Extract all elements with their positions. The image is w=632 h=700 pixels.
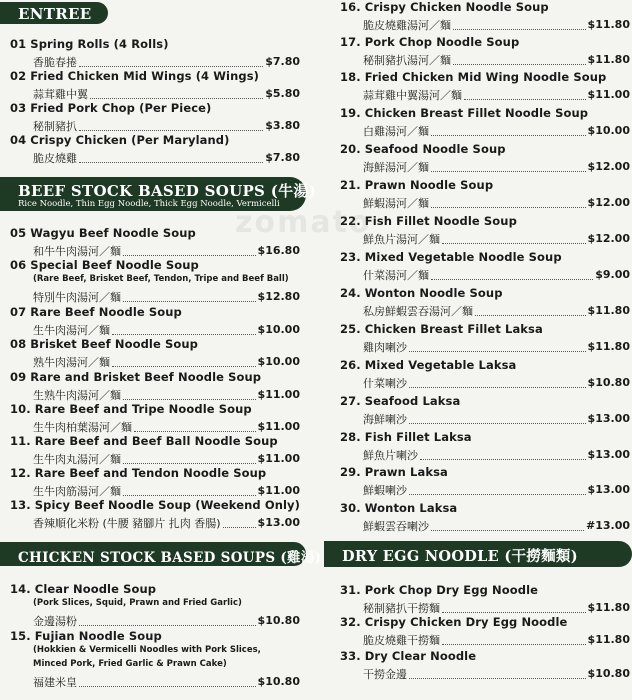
section-header-entree <box>0 2 108 24</box>
item-chinese-name: 白雞湯河／麵 <box>363 125 429 138</box>
leader-dots <box>90 98 263 99</box>
item-price: $12.00 <box>587 196 630 209</box>
item-chinese-name: 脆皮燒雞 <box>33 152 77 165</box>
item-chinese-name: 秘制豬扒干撈麵 <box>363 602 440 615</box>
item-price: $11.00 <box>257 452 300 465</box>
item-note: (Rare Beef, Brisket Beef, Tendon, Tripe and Beef Ball) <box>33 274 289 284</box>
section-header-dry-noodle <box>324 541 632 567</box>
item-price: $7.80 <box>265 55 300 68</box>
leader-dots <box>123 301 256 302</box>
item-note: Minced Pork, Fried Garlic & Prawn Cake) <box>33 659 227 669</box>
item-price: $10.00 <box>257 355 300 368</box>
item-price: $12.00 <box>587 160 630 173</box>
item-price: $10.80 <box>587 376 630 389</box>
item-chinese-name: 秘制豬扒 <box>33 120 77 133</box>
leader-dots <box>442 644 586 645</box>
item-chinese-name: 私房鮮蝦雲吞湯河／麵 <box>363 305 473 318</box>
item-chinese-name: 鮮蝦湯河／麵 <box>363 197 429 210</box>
item-price: $13.00 <box>587 448 630 461</box>
section-title: CHICKEN STOCK BASED SOUPS (雞湯) <box>18 550 322 566</box>
leader-dots <box>79 130 263 131</box>
leader-dots <box>431 135 586 136</box>
leader-dots <box>442 612 586 613</box>
item-name: 25. Chicken Breast Fillet Laksa <box>340 322 543 336</box>
item-price: $9.00 <box>595 268 630 281</box>
item-name: 19. Chicken Breast Fillet Noodle Soup <box>340 106 589 120</box>
item-name: 24. Wonton Noodle Soup <box>340 286 503 300</box>
item-chinese-name: 生牛肉丸湯河／麵 <box>33 453 121 466</box>
item-chinese-name: 什菜湯河／麵 <box>363 269 429 282</box>
item-price: $5.80 <box>265 87 300 100</box>
item-name: 18. Fried Chicken Mid Wing Noodle Soup <box>340 70 607 84</box>
item-chinese-name: 脆皮燒雞干撈麵 <box>363 634 440 647</box>
leader-dots <box>223 527 256 528</box>
item-price: $11.80 <box>587 340 630 353</box>
item-chinese-name: 雞肉喇沙 <box>363 341 407 354</box>
section-header-chicken-soups <box>0 542 322 566</box>
item-name: 03 Fried Pork Chop (Per Piece) <box>10 101 212 115</box>
item-price: $16.80 <box>257 244 300 257</box>
item-name: 06 Special Beef Noodle Soup <box>10 258 199 272</box>
item-name: 08 Brisket Beef Noodle Soup <box>10 337 198 351</box>
leader-dots <box>79 162 263 163</box>
leader-dots <box>123 399 256 400</box>
section-title: ENTREE <box>18 5 92 23</box>
section-subtitle: Rice Noodle, Thin Egg Noodle, Thick Egg Noodle, Vermicelli <box>18 199 280 209</box>
item-chinese-name: 福建米皇 <box>33 676 77 689</box>
leader-dots <box>409 351 586 352</box>
leader-dots <box>409 387 586 388</box>
item-chinese-name: 和牛牛肉湯河／麵 <box>33 245 121 258</box>
item-chinese-name: 鮮魚片喇沙 <box>363 449 418 462</box>
item-chinese-name: 香脆春捲 <box>33 56 77 69</box>
section-title: BEEF STOCK BASED SOUPS (牛湯) <box>18 182 317 200</box>
leader-dots <box>453 29 586 30</box>
item-name: 32. Crispy Chicken Dry Egg Noodle <box>340 615 568 629</box>
item-price: $11.00 <box>257 420 300 433</box>
item-price: $10.80 <box>257 614 300 627</box>
item-chinese-name: 生熟牛肉湯河／麵 <box>33 389 121 402</box>
item-name: 22. Fish Fillet Noodle Soup <box>340 214 517 228</box>
item-price: $10.80 <box>257 675 300 688</box>
leader-dots <box>431 207 586 208</box>
item-name: 10. Rare Beef and Tripe Noodle Soup <box>10 402 252 416</box>
item-chinese-name: 香辣順化米粉 (牛腰 豬腳片 扎肉 香腸) <box>33 517 221 530</box>
item-name: 27. Seafood Laksa <box>340 394 461 408</box>
item-note: (Hokkien & Vermicelli Noodles with Pork Slices, <box>33 645 261 655</box>
item-price: $12.80 <box>257 290 300 303</box>
item-price: $13.00 <box>587 483 630 496</box>
item-price: $10.00 <box>587 124 630 137</box>
item-chinese-name: 特別牛肉湯河／麵 <box>33 291 121 304</box>
item-chinese-name: 海鮮湯河／麵 <box>363 161 429 174</box>
item-name: 13. Spicy Beef Noodle Soup (Weekend Only) <box>10 498 300 512</box>
item-chinese-name: 生牛肉湯河／麵 <box>33 324 110 337</box>
item-chinese-name: 什菜喇沙 <box>363 377 407 390</box>
leader-dots <box>123 463 256 464</box>
item-price: $11.00 <box>257 388 300 401</box>
item-name: 21. Prawn Noodle Soup <box>340 178 494 192</box>
item-chinese-name: 鮮魚片湯河／麵 <box>363 233 440 246</box>
item-price: $13.00 <box>587 412 630 425</box>
leader-dots <box>79 66 263 67</box>
item-chinese-name: 鮮蝦喇沙 <box>363 484 407 497</box>
item-name: 07 Rare Beef Noodle Soup <box>10 305 182 319</box>
item-price: $11.00 <box>257 484 300 497</box>
leader-dots <box>409 678 586 679</box>
item-name: 14. Clear Noodle Soup <box>10 582 157 596</box>
item-chinese-name: 金邊湯粉 <box>33 615 77 628</box>
leader-dots <box>112 334 256 335</box>
leader-dots <box>409 494 586 495</box>
item-chinese-name: 脆皮燒雞湯河／麵 <box>363 19 451 32</box>
leader-dots <box>79 686 256 687</box>
item-note: (Pork Slices, Squid, Prawn and Fried Garlic) <box>33 598 242 608</box>
leader-dots <box>453 64 586 65</box>
leader-dots <box>431 530 584 531</box>
item-name: 28. Fish Fillet Laksa <box>340 430 472 444</box>
item-name: 16. Crispy Chicken Noodle Soup <box>340 0 549 14</box>
item-price: $7.80 <box>265 151 300 164</box>
item-name: 31. Pork Chop Dry Egg Noodle <box>340 583 539 597</box>
item-price: #13.00 <box>585 519 630 532</box>
leader-dots <box>475 315 586 316</box>
item-name: 23. Mixed Vegetable Noodle Soup <box>340 250 562 264</box>
item-chinese-name: 鮮蝦雲吞喇沙 <box>363 520 429 533</box>
item-price: $13.00 <box>257 516 300 529</box>
leader-dots <box>123 255 256 256</box>
item-name: 29. Prawn Laksa <box>340 465 448 479</box>
item-price: $11.80 <box>587 18 630 31</box>
item-name: 33. Dry Clear Noodle <box>340 649 477 663</box>
item-name: 20. Seafood Noodle Soup <box>340 142 506 156</box>
item-name: 01 Spring Rolls (4 Rolls) <box>10 37 169 51</box>
item-name: 15. Fujian Noodle Soup <box>10 629 162 643</box>
item-price: $11.80 <box>587 304 630 317</box>
leader-dots <box>431 171 586 172</box>
item-price: $12.00 <box>587 232 630 245</box>
section-title: DRY EGG NOODLE (干撈麵類) <box>342 548 578 565</box>
item-chinese-name: 蒜茸雞中翼 <box>33 88 88 101</box>
item-chinese-name: 海鮮喇沙 <box>363 413 407 426</box>
leader-dots <box>79 625 256 626</box>
item-price: $10.80 <box>587 667 630 680</box>
item-name: 11. Rare Beef and Beef Ball Noodle Soup <box>10 434 278 448</box>
leader-dots <box>409 423 586 424</box>
leader-dots <box>464 99 586 100</box>
item-name: 17. Pork Chop Noodle Soup <box>340 35 520 49</box>
item-name: 26. Mixed Vegetable Laksa <box>340 358 517 372</box>
item-chinese-name: 生牛肉柏葉湯河／麵 <box>33 421 132 434</box>
leader-dots <box>123 495 256 496</box>
item-price: $10.00 <box>257 323 300 336</box>
item-chinese-name: 生牛肉筋湯河／麵 <box>33 485 121 498</box>
leader-dots <box>442 243 586 244</box>
item-name: 12. Rare Beef and Tendon Noodle Soup <box>10 466 267 480</box>
item-name: 30. Wonton Laksa <box>340 501 458 515</box>
item-price: $11.80 <box>587 633 630 646</box>
item-name: 04 Crispy Chicken (Per Maryland) <box>10 133 230 147</box>
leader-dots <box>420 459 586 460</box>
item-chinese-name: 蒜茸雞中翼湯河／麵 <box>363 89 462 102</box>
item-chinese-name: 秘制豬扒湯河／麵 <box>363 54 451 67</box>
item-price: $11.80 <box>587 601 630 614</box>
leader-dots <box>112 366 256 367</box>
leader-dots <box>431 279 593 280</box>
item-name: 09 Rare and Brisket Beef Noodle Soup <box>10 370 262 384</box>
item-name: 05 Wagyu Beef Noodle Soup <box>10 226 196 240</box>
item-price: $3.80 <box>265 119 300 132</box>
item-chinese-name: 干撈金邊 <box>363 668 407 681</box>
watermark: zomato <box>235 205 372 240</box>
item-price: $11.00 <box>587 88 630 101</box>
item-chinese-name: 熟牛肉湯河／麵 <box>33 356 110 369</box>
leader-dots <box>134 431 256 432</box>
item-name: 02 Fried Chicken Mid Wings (4 Wings) <box>10 69 260 83</box>
item-price: $11.80 <box>587 53 630 66</box>
